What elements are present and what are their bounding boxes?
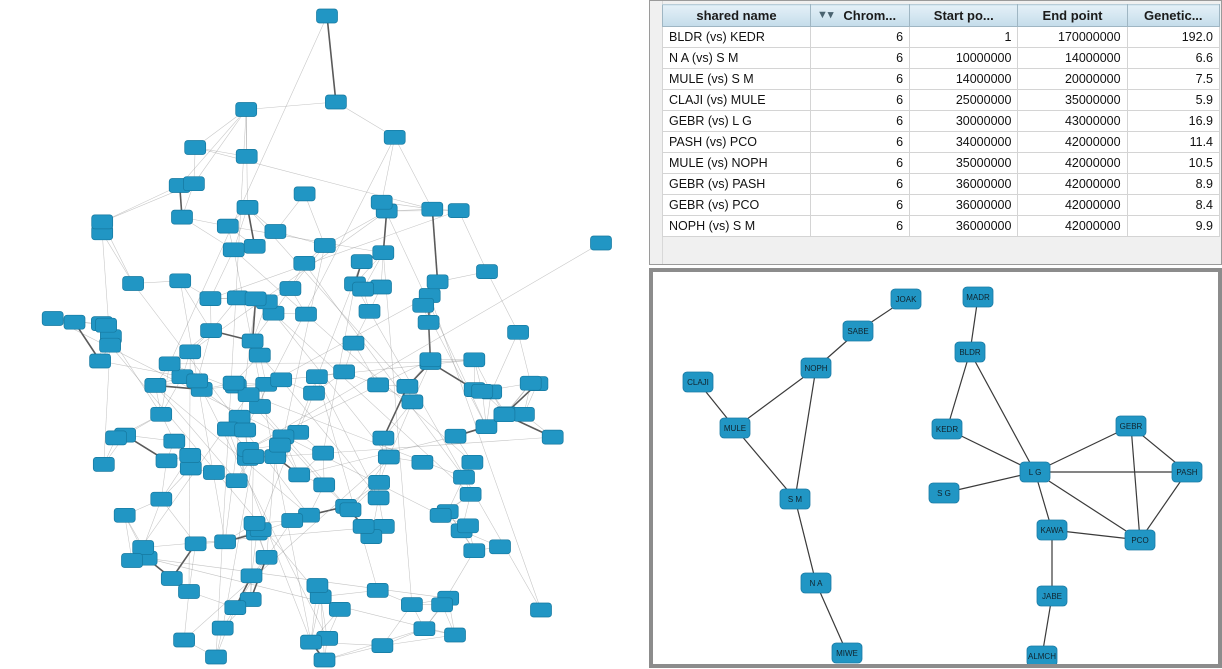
- network-node[interactable]: [236, 103, 257, 117]
- network-node[interactable]: [458, 519, 479, 533]
- network-node[interactable]: [412, 455, 433, 469]
- network-node-label: GEBR: [1119, 422, 1143, 431]
- network-edge: [170, 363, 431, 364]
- table-row[interactable]: [663, 153, 1220, 174]
- network-node[interactable]: [200, 292, 221, 306]
- network-node[interactable]: [114, 508, 135, 522]
- network-node[interactable]: [235, 423, 256, 437]
- small-network-canvas[interactable]: [653, 272, 1218, 664]
- cell-genetic[interactable]: 5.9: [1127, 90, 1219, 111]
- network-node[interactable]: [313, 446, 334, 460]
- network-node-label: NOPH: [804, 364, 828, 373]
- network-node-label: S G: [937, 489, 951, 498]
- network-node[interactable]: [185, 537, 206, 551]
- network-edge: [382, 635, 455, 646]
- network-edge: [395, 137, 433, 209]
- network-edge: [795, 499, 816, 583]
- network-node[interactable]: [223, 243, 244, 257]
- network-node[interactable]: [843, 321, 873, 341]
- network-node[interactable]: [368, 378, 389, 392]
- network-node[interactable]: [430, 508, 451, 522]
- network-node[interactable]: [244, 239, 265, 253]
- table-row[interactable]: [663, 27, 1220, 48]
- network-node[interactable]: [801, 573, 831, 593]
- network-node[interactable]: [373, 246, 394, 260]
- network-edge: [970, 352, 1035, 472]
- column-header-start-point[interactable]: [910, 5, 1018, 27]
- network-node[interactable]: [96, 318, 117, 332]
- cell-genetic[interactable]: 16.9: [1127, 111, 1219, 132]
- network-node[interactable]: [371, 195, 392, 209]
- network-node[interactable]: [64, 315, 85, 329]
- network-node[interactable]: [720, 418, 750, 438]
- network-edge: [102, 233, 133, 284]
- cell-shared-name[interactable]: BLDR (vs) KEDR: [663, 27, 811, 48]
- cell-shared-name[interactable]: GEBR (vs) PASH: [663, 174, 811, 195]
- network-node[interactable]: [397, 379, 418, 393]
- cell-chromosome[interactable]: 6: [810, 90, 909, 111]
- column-header-genetic[interactable]: [1127, 5, 1219, 27]
- network-node[interactable]: [256, 550, 277, 564]
- network-node[interactable]: [683, 372, 713, 392]
- network-node[interactable]: [445, 429, 466, 443]
- network-node[interactable]: [1027, 646, 1057, 664]
- network-node[interactable]: [963, 287, 993, 307]
- column-header-end-point[interactable]: [1018, 5, 1127, 27]
- network-edge: [248, 243, 601, 449]
- network-node[interactable]: [244, 516, 265, 530]
- network-node[interactable]: [413, 298, 434, 312]
- network-edge: [487, 272, 518, 333]
- network-edge: [274, 313, 471, 494]
- cell-shared-name[interactable]: N A (vs) S M: [663, 48, 811, 69]
- column-label-chromosome: Chrom...: [843, 8, 897, 23]
- small-network-nodes[interactable]: [683, 287, 1202, 664]
- cell-chromosome[interactable]: 6: [810, 27, 909, 48]
- network-node[interactable]: [179, 585, 200, 599]
- network-node[interactable]: [340, 503, 361, 517]
- cell-chromosome[interactable]: 6: [810, 132, 909, 153]
- network-node[interactable]: [301, 635, 322, 649]
- network-node[interactable]: [223, 376, 244, 390]
- network-node-label: S M: [787, 495, 803, 504]
- network-node[interactable]: [180, 345, 201, 359]
- network-node[interactable]: [343, 336, 364, 350]
- network-edge: [246, 102, 336, 110]
- network-node[interactable]: [314, 653, 335, 667]
- network-node[interactable]: [351, 255, 372, 269]
- network-node[interactable]: [801, 358, 831, 378]
- filter-icon[interactable]: ▼▾: [816, 9, 834, 21]
- network-node-label: BLDR: [959, 348, 981, 357]
- column-header-chromosome[interactable]: [810, 5, 909, 27]
- network-node[interactable]: [133, 541, 154, 555]
- network-node[interactable]: [151, 407, 172, 421]
- network-node[interactable]: [225, 601, 246, 615]
- network-node[interactable]: [180, 461, 201, 475]
- network-node[interactable]: [334, 365, 355, 379]
- network-edge: [184, 457, 389, 640]
- network-node[interactable]: [384, 130, 405, 144]
- network-node[interactable]: [462, 455, 483, 469]
- network-node[interactable]: [454, 470, 475, 484]
- network-node[interactable]: [1125, 530, 1155, 550]
- network-node[interactable]: [832, 643, 862, 663]
- cell-end-point[interactable]: 43000000: [1018, 111, 1127, 132]
- network-edge: [267, 457, 276, 558]
- cell-genetic[interactable]: 11.4: [1127, 132, 1219, 153]
- network-node[interactable]: [206, 650, 227, 664]
- cell-genetic[interactable]: 10.5: [1127, 153, 1219, 174]
- network-node[interactable]: [282, 514, 303, 528]
- network-node-label: N A: [809, 579, 823, 588]
- network-node[interactable]: [353, 282, 374, 296]
- network-node[interactable]: [353, 519, 374, 533]
- network-node[interactable]: [314, 239, 335, 253]
- network-node[interactable]: [306, 370, 327, 384]
- network-node[interactable]: [378, 450, 399, 464]
- network-edge: [459, 211, 487, 272]
- network-node-label: L G: [1028, 468, 1042, 477]
- cell-start-point[interactable]: 34000000: [910, 132, 1018, 153]
- network-node[interactable]: [402, 395, 423, 409]
- network-node[interactable]: [317, 9, 338, 23]
- network-node[interactable]: [123, 277, 144, 291]
- network-node[interactable]: [215, 535, 236, 549]
- network-node[interactable]: [212, 621, 233, 635]
- cell-shared-name[interactable]: MULE (vs) NOPH: [663, 153, 811, 174]
- cell-chromosome[interactable]: 6: [810, 48, 909, 69]
- network-node[interactable]: [477, 265, 498, 279]
- column-label-start-point: Start po...: [933, 8, 994, 23]
- table-row[interactable]: [663, 69, 1220, 90]
- network-node[interactable]: [490, 540, 511, 554]
- network-node[interactable]: [422, 202, 443, 216]
- network-edge: [1131, 426, 1140, 540]
- cell-genetic[interactable]: 8.9: [1127, 174, 1219, 195]
- network-node[interactable]: [418, 315, 439, 329]
- network-node-label: PCO: [1131, 536, 1149, 545]
- network-node-label: KAWA: [1040, 526, 1064, 535]
- cell-end-point[interactable]: 14000000: [1018, 48, 1127, 69]
- cell-start-point[interactable]: 1: [910, 27, 1018, 48]
- column-header-shared-name[interactable]: [663, 5, 811, 27]
- network-edge: [389, 402, 413, 457]
- table-row[interactable]: [663, 195, 1220, 216]
- cell-shared-name[interactable]: GEBR (vs) L G: [663, 111, 811, 132]
- network-node[interactable]: [445, 628, 466, 642]
- table-row[interactable]: [663, 174, 1220, 195]
- network-node[interactable]: [145, 378, 166, 392]
- network-node[interactable]: [164, 434, 185, 448]
- network-node[interactable]: [271, 373, 292, 387]
- cell-shared-name[interactable]: GEBR (vs) PCO: [663, 195, 811, 216]
- edge-table-panel[interactable]: [649, 0, 1222, 265]
- cell-chromosome[interactable]: 6: [810, 216, 909, 237]
- network-edge: [180, 281, 225, 542]
- column-label-end-point: End point: [1042, 8, 1103, 23]
- network-node[interactable]: [100, 338, 121, 352]
- network-node-label: SABE: [847, 327, 869, 336]
- network-node[interactable]: [932, 419, 962, 439]
- network-node[interactable]: [226, 474, 247, 488]
- table-body[interactable]: [663, 27, 1220, 237]
- network-node[interactable]: [183, 177, 204, 191]
- network-node[interactable]: [372, 639, 393, 653]
- network-node[interactable]: [93, 457, 114, 471]
- network-node[interactable]: [172, 210, 193, 224]
- network-edge: [432, 209, 437, 282]
- network-node[interactable]: [531, 603, 552, 617]
- cell-chromosome[interactable]: 6: [810, 69, 909, 90]
- network-node[interactable]: [185, 141, 206, 155]
- cell-start-point[interactable]: 36000000: [910, 216, 1018, 237]
- network-node[interactable]: [187, 374, 208, 388]
- network-node[interactable]: [289, 468, 310, 482]
- network-node[interactable]: [460, 487, 481, 501]
- network-node[interactable]: [591, 236, 612, 250]
- network-node[interactable]: [92, 215, 113, 229]
- network-node[interactable]: [929, 483, 959, 503]
- network-node[interactable]: [401, 598, 422, 612]
- network-node[interactable]: [420, 353, 441, 367]
- network-edge: [816, 583, 847, 653]
- network-node[interactable]: [217, 219, 238, 233]
- network-node[interactable]: [265, 225, 286, 239]
- cell-end-point[interactable]: 42000000: [1018, 195, 1127, 216]
- network-node[interactable]: [368, 491, 389, 505]
- network-node[interactable]: [955, 342, 985, 362]
- network-node-label: ALMCH: [1027, 652, 1057, 661]
- network-node[interactable]: [359, 304, 380, 318]
- cell-end-point[interactable]: 35000000: [1018, 90, 1127, 111]
- network-node[interactable]: [464, 544, 485, 558]
- network-node[interactable]: [427, 275, 448, 289]
- network-node-label: KEDR: [935, 425, 959, 434]
- network-node[interactable]: [1020, 462, 1050, 482]
- network-node[interactable]: [203, 466, 224, 480]
- cell-chromosome[interactable]: 6: [810, 153, 909, 174]
- cell-genetic[interactable]: 6.6: [1127, 48, 1219, 69]
- edge-table[interactable]: [662, 4, 1220, 237]
- cell-genetic[interactable]: 9.9: [1127, 216, 1219, 237]
- cell-start-point[interactable]: 25000000: [910, 90, 1018, 111]
- cell-genetic[interactable]: 192.0: [1127, 27, 1219, 48]
- network-node[interactable]: [280, 282, 301, 296]
- network-edge: [947, 352, 970, 429]
- cell-start-point[interactable]: 35000000: [910, 153, 1018, 174]
- network-node[interactable]: [242, 334, 263, 348]
- cell-chromosome[interactable]: 6: [810, 174, 909, 195]
- cell-chromosome[interactable]: 6: [810, 195, 909, 216]
- network-node[interactable]: [90, 354, 111, 368]
- network-node[interactable]: [367, 583, 388, 597]
- cell-genetic[interactable]: 7.5: [1127, 69, 1219, 90]
- network-node[interactable]: [161, 572, 182, 586]
- network-node[interactable]: [329, 602, 350, 616]
- network-node[interactable]: [508, 325, 529, 339]
- network-node[interactable]: [269, 438, 290, 452]
- table-row[interactable]: [663, 216, 1220, 237]
- network-node[interactable]: [1172, 462, 1202, 482]
- column-label-genetic: Genetic...: [1144, 8, 1203, 23]
- network-node[interactable]: [307, 579, 328, 593]
- network-node[interactable]: [304, 386, 325, 400]
- network-node[interactable]: [159, 357, 180, 371]
- network-edge: [518, 332, 531, 383]
- network-node[interactable]: [156, 454, 177, 468]
- network-edge: [430, 296, 541, 611]
- network-node[interactable]: [42, 312, 63, 326]
- network-edge: [102, 186, 180, 222]
- cell-end-point[interactable]: 170000000: [1018, 27, 1127, 48]
- network-edge: [321, 597, 325, 660]
- network-node[interactable]: [201, 324, 222, 338]
- network-node[interactable]: [432, 598, 453, 612]
- cell-end-point[interactable]: 42000000: [1018, 216, 1127, 237]
- network-edge: [795, 368, 816, 499]
- network-node[interactable]: [1116, 416, 1146, 436]
- network-node[interactable]: [106, 431, 127, 445]
- table-header-row: [663, 5, 1220, 27]
- network-edge: [491, 332, 518, 392]
- network-node[interactable]: [170, 274, 191, 288]
- cell-end-point[interactable]: 20000000: [1018, 69, 1127, 90]
- cell-start-point[interactable]: 30000000: [910, 111, 1018, 132]
- network-node-label: PASH: [1176, 468, 1198, 477]
- network-node-label: JABE: [1041, 592, 1063, 601]
- network-node-label: MADR: [966, 293, 990, 302]
- table-row[interactable]: [663, 111, 1220, 132]
- table-row[interactable]: [663, 132, 1220, 153]
- network-node[interactable]: [448, 204, 469, 218]
- network-edge: [327, 16, 336, 102]
- network-node[interactable]: [472, 384, 493, 398]
- network-node[interactable]: [414, 622, 435, 636]
- cell-shared-name[interactable]: MULE (vs) S M: [663, 69, 811, 90]
- small-network-edges: [698, 297, 1187, 656]
- network-node[interactable]: [780, 489, 810, 509]
- network-node[interactable]: [464, 353, 485, 367]
- cell-end-point[interactable]: 42000000: [1018, 132, 1127, 153]
- network-node[interactable]: [520, 376, 541, 390]
- network-node[interactable]: [249, 348, 270, 362]
- cell-end-point[interactable]: 42000000: [1018, 153, 1127, 174]
- small-network-view[interactable]: [649, 268, 1222, 668]
- network-node[interactable]: [294, 187, 315, 201]
- network-node-label: JOAK: [895, 295, 917, 304]
- cell-end-point[interactable]: 42000000: [1018, 174, 1127, 195]
- network-node[interactable]: [237, 200, 258, 214]
- cell-start-point[interactable]: 10000000: [910, 48, 1018, 69]
- column-label-shared-name: shared name: [696, 8, 777, 23]
- network-node[interactable]: [180, 448, 201, 462]
- network-node[interactable]: [1037, 586, 1067, 606]
- network-node-label: MULE: [723, 424, 747, 433]
- network-node[interactable]: [174, 633, 195, 647]
- network-node-label: MIWE: [836, 649, 858, 658]
- network-node[interactable]: [325, 95, 346, 109]
- network-node[interactable]: [296, 307, 317, 321]
- cell-start-point[interactable]: 36000000: [910, 174, 1018, 195]
- network-edge: [382, 137, 395, 202]
- network-node[interactable]: [891, 289, 921, 309]
- network-node[interactable]: [241, 569, 262, 583]
- network-edge: [735, 428, 795, 499]
- network-node[interactable]: [243, 450, 264, 464]
- table-row[interactable]: [663, 48, 1220, 69]
- network-node[interactable]: [513, 407, 534, 421]
- cell-start-point[interactable]: 14000000: [910, 69, 1018, 90]
- cell-chromosome[interactable]: 6: [810, 111, 909, 132]
- network-node[interactable]: [494, 408, 515, 422]
- cell-shared-name[interactable]: NOPH (vs) S M: [663, 216, 811, 237]
- cell-start-point[interactable]: 36000000: [910, 195, 1018, 216]
- network-node[interactable]: [1037, 520, 1067, 540]
- network-node[interactable]: [151, 492, 172, 506]
- network-node-label: CLAJI: [687, 378, 709, 387]
- cell-genetic[interactable]: 8.4: [1127, 195, 1219, 216]
- network-node[interactable]: [542, 430, 563, 444]
- cell-shared-name[interactable]: CLAJI (vs) MULE: [663, 90, 811, 111]
- cell-shared-name[interactable]: PASH (vs) PCO: [663, 132, 811, 153]
- network-edge: [305, 194, 325, 246]
- network-node[interactable]: [122, 554, 143, 568]
- network-node[interactable]: [476, 420, 497, 434]
- network-node[interactable]: [245, 292, 266, 306]
- network-node[interactable]: [373, 431, 394, 445]
- table-row[interactable]: [663, 90, 1220, 111]
- network-node[interactable]: [294, 256, 315, 270]
- network-node[interactable]: [369, 475, 390, 489]
- network-node[interactable]: [236, 149, 257, 163]
- network-node[interactable]: [314, 478, 335, 492]
